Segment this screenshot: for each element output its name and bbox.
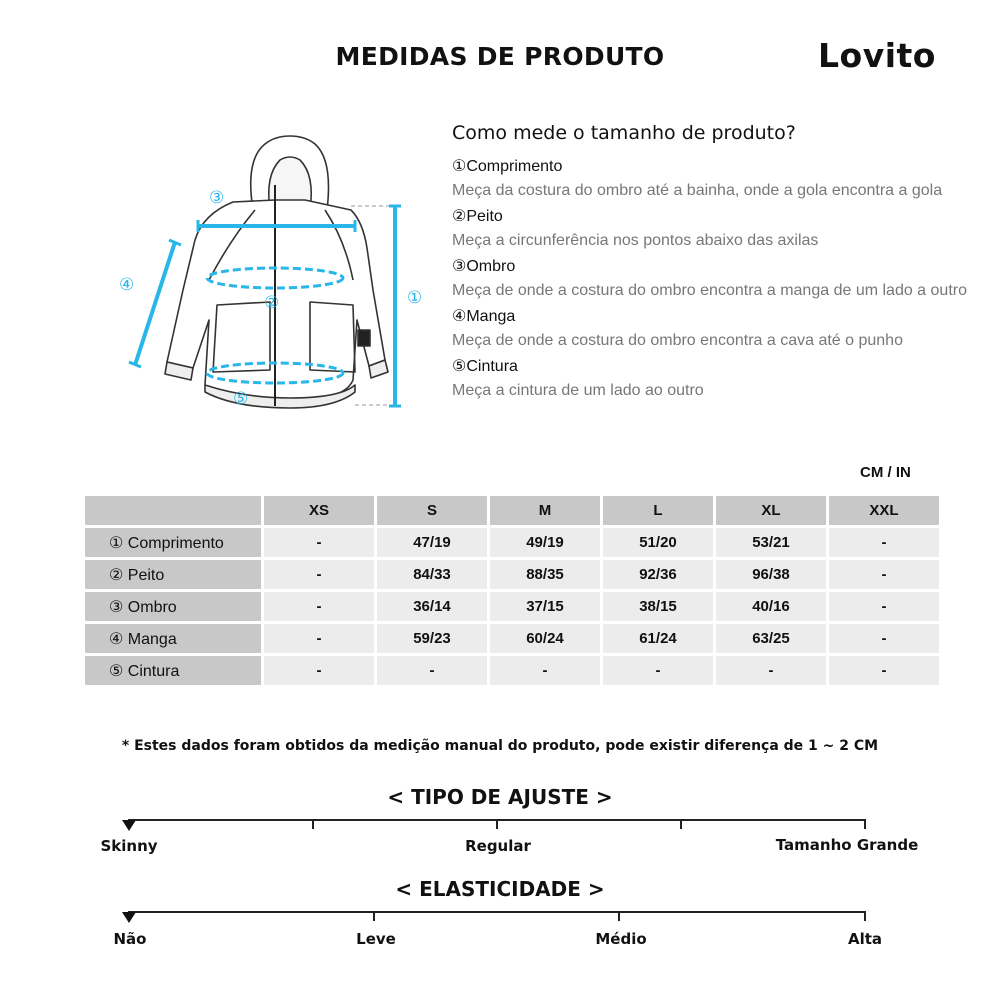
- table-cell: 36/14: [377, 592, 487, 621]
- table-cell: -: [264, 560, 374, 589]
- page-title: MEDIDAS DE PRODUTO: [335, 42, 665, 71]
- table-cell: 53/21: [716, 528, 826, 557]
- fit-scale-tick: [864, 819, 866, 829]
- column-header: M: [490, 496, 600, 525]
- table-cell: -: [264, 592, 374, 621]
- table-header-row: [85, 496, 939, 525]
- elasticity-scale-tick: [864, 911, 866, 921]
- elasticity-scale-tick: [618, 911, 620, 921]
- marker-waist: ⑤: [233, 389, 249, 409]
- marker-sleeve: ④: [119, 275, 135, 295]
- row-label: ④ Manga: [85, 624, 261, 653]
- fit-label-regular: Regular: [465, 837, 531, 855]
- table-cell: 88/35: [490, 560, 600, 589]
- table-cell: 38/15: [603, 592, 713, 621]
- table-cell: -: [603, 656, 713, 685]
- marker-chest: ②: [264, 293, 280, 313]
- row-label: ⑤ Cintura: [85, 656, 261, 685]
- column-header: XL: [716, 496, 826, 525]
- table-cell: -: [829, 592, 939, 621]
- table-cell: -: [377, 656, 487, 685]
- table-cell: -: [829, 560, 939, 589]
- fit-label-oversize: Tamanho Grande: [775, 836, 919, 854]
- fit-scale-tick: [496, 819, 498, 829]
- guide-item-desc: Meça a cintura de um lado ao outro: [452, 382, 704, 399]
- guide-item-name: ⑤Cintura: [452, 358, 518, 375]
- marker-shoulder: ③: [209, 188, 225, 208]
- table-cell: 60/24: [490, 624, 600, 653]
- guide-item-desc: Meça de onde a costura do ombro encontra a manga de um lado a outro: [452, 282, 967, 299]
- table-cell: 84/33: [377, 560, 487, 589]
- fit-label-skinny: Skinny: [100, 837, 158, 855]
- table-row: [85, 528, 939, 557]
- table-cell: -: [490, 656, 600, 685]
- fit-scale-tick: [312, 819, 314, 829]
- guide-item-name: ①Comprimento: [452, 158, 563, 175]
- table-cell: 61/24: [603, 624, 713, 653]
- column-header: L: [603, 496, 713, 525]
- guide-item-desc: Meça da costura do ombro até a bainha, onde a gola encontra a gola: [452, 182, 943, 199]
- marker-length: ①: [407, 288, 423, 308]
- elasticity-label-high: Alta: [847, 930, 883, 948]
- guide-title: Como mede o tamanho de produto?: [452, 122, 796, 144]
- table-cell: 96/38: [716, 560, 826, 589]
- table-cell: -: [716, 656, 826, 685]
- table-row: [85, 560, 939, 589]
- table-cell: -: [264, 656, 374, 685]
- table-cell: 47/19: [377, 528, 487, 557]
- table-cell: -: [264, 624, 374, 653]
- row-label: ③ Ombro: [85, 592, 261, 621]
- table-cell: -: [829, 528, 939, 557]
- table-cell: -: [264, 528, 374, 557]
- elasticity-scale-title: < ELASTICIDADE >: [395, 877, 605, 901]
- fit-selected-marker-icon: [122, 820, 136, 831]
- elasticity-label-light: Leve: [356, 930, 396, 948]
- elasticity-selected-marker-icon: [122, 912, 136, 923]
- guide-item-name: ②Peito: [452, 208, 503, 225]
- fit-scale-title: < TIPO DE AJUSTE >: [387, 785, 613, 809]
- elasticity-scale-line: [128, 911, 866, 913]
- table-cell: 40/16: [716, 592, 826, 621]
- guide-item-desc: Meça de onde a costura do ombro encontra a cava até o punho: [452, 332, 903, 349]
- brand-logo: Lovito: [818, 36, 936, 75]
- elasticity-scale-tick: [373, 911, 375, 921]
- table-row: [85, 592, 939, 621]
- hoodie-diagram: [105, 130, 445, 425]
- table-cell: 92/36: [603, 560, 713, 589]
- guide-item-desc: Meça a circunferência nos pontos abaixo das axilas: [452, 232, 819, 249]
- table-cell: 59/23: [377, 624, 487, 653]
- elasticity-label-none: Não: [113, 930, 147, 948]
- size-table: [82, 493, 942, 688]
- table-cell: -: [829, 656, 939, 685]
- measurement-note: * Estes dados foram obtidos da medição manual do produto, pode existir diferença de 1 ~ 2 CM: [121, 738, 879, 754]
- unit-label: CM / IN: [860, 464, 911, 481]
- guide-item-name: ④Manga: [452, 308, 516, 325]
- fit-scale-tick: [680, 819, 682, 829]
- column-header: XS: [264, 496, 374, 525]
- column-header: S: [377, 496, 487, 525]
- table-cell: 37/15: [490, 592, 600, 621]
- table-corner: [85, 496, 261, 525]
- table-cell: -: [829, 624, 939, 653]
- column-header: XXL: [829, 496, 939, 525]
- row-label: ② Peito: [85, 560, 261, 589]
- table-row: [85, 624, 939, 653]
- table-row: [85, 656, 939, 685]
- guide-item-name: ③Ombro: [452, 258, 516, 275]
- table-cell: 63/25: [716, 624, 826, 653]
- table-cell: 51/20: [603, 528, 713, 557]
- guide-list: [452, 153, 972, 403]
- elasticity-label-medium: Médio: [595, 930, 647, 948]
- row-label: ① Comprimento: [85, 528, 261, 557]
- table-cell: 49/19: [490, 528, 600, 557]
